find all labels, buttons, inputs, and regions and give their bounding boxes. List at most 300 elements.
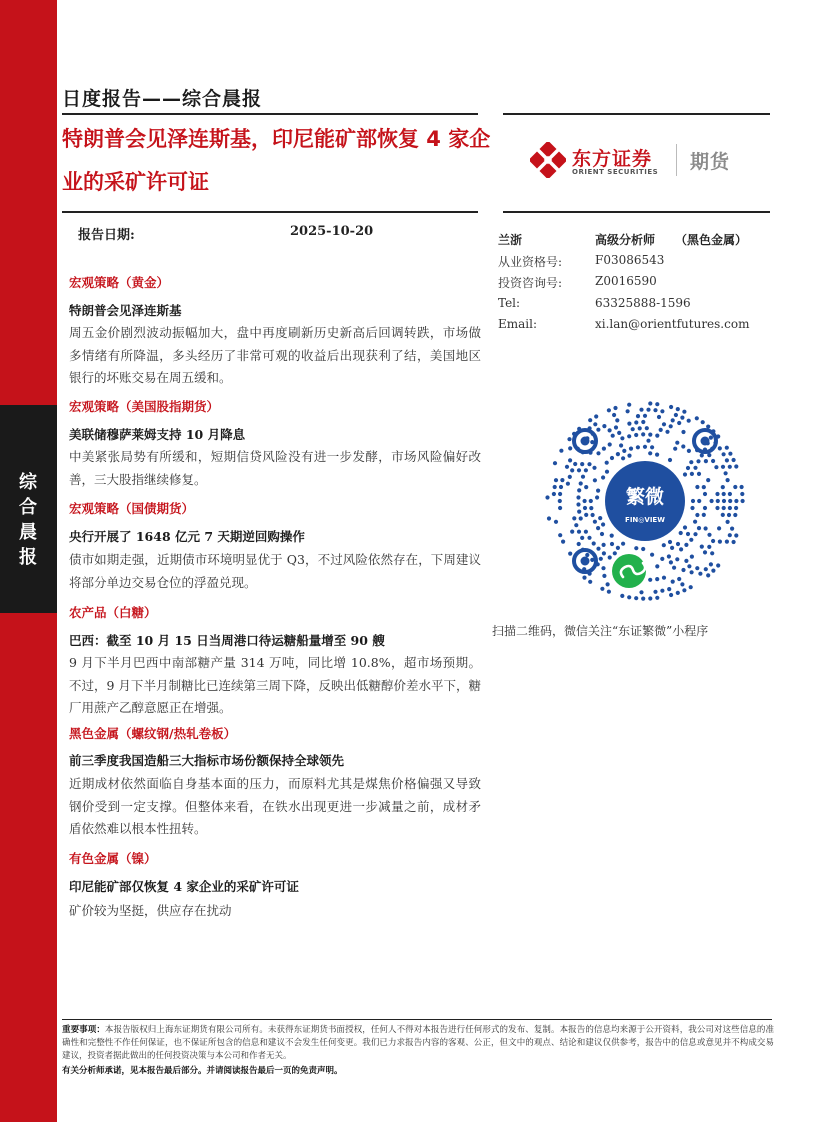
- qr-dot: [643, 414, 647, 418]
- qr-dot: [613, 406, 617, 410]
- logo-name-en: ORIENT SECURITIES: [572, 168, 659, 176]
- section-category: 宏观策略（黄金）: [69, 275, 170, 290]
- qr-dot: [641, 597, 645, 601]
- qr-dot: [653, 408, 657, 412]
- qr-dot: [601, 566, 605, 570]
- qr-dot: [740, 485, 744, 489]
- qr-dot: [700, 545, 704, 549]
- qr-dot: [655, 596, 659, 600]
- qr-dot: [568, 458, 572, 462]
- date-label: 报告日期:: [78, 228, 135, 243]
- logo-division: 期货: [690, 151, 731, 173]
- qr-dot: [709, 436, 713, 440]
- qr-dot: [697, 526, 701, 530]
- qr-dot: [733, 485, 737, 489]
- qr-dot: [718, 446, 722, 450]
- qr-dot: [659, 428, 663, 432]
- qr-dot: [660, 589, 664, 593]
- section-category: 宏观策略（国债期货）: [69, 501, 195, 516]
- qr-dot: [690, 506, 694, 510]
- qr-dot: [641, 547, 645, 551]
- qr-dot: [672, 566, 676, 570]
- logo-divider: [676, 144, 677, 176]
- analyst-row-value: Z0016590: [595, 274, 657, 288]
- section-headline: 美联储穆萨莱姆支持 10 月降息: [69, 427, 246, 442]
- qr-dot: [589, 506, 593, 510]
- qr-dot: [558, 506, 562, 510]
- qr-dot: [646, 408, 650, 412]
- qr-dot: [627, 403, 631, 407]
- qr-dot: [695, 416, 699, 420]
- wechat-mini-program-icon: [612, 554, 646, 588]
- qr-center-subtext: FIN◎VIEW: [625, 516, 665, 524]
- qr-dot: [598, 516, 602, 520]
- qr-dot: [593, 422, 597, 426]
- section-headline: 印尼能矿部仅恢复 4 家企业的采矿许可证: [69, 879, 299, 894]
- qr-dot: [553, 461, 557, 465]
- qr-dot: [691, 499, 695, 503]
- qr-dot: [591, 513, 595, 517]
- qr-dot: [732, 540, 736, 544]
- qr-dot: [561, 540, 565, 544]
- qr-dot: [648, 451, 652, 455]
- qr-dot: [593, 478, 597, 482]
- qr-dot: [657, 415, 661, 419]
- qr-dot: [567, 437, 571, 441]
- qr-dot: [721, 465, 725, 469]
- qr-dot: [606, 582, 610, 586]
- qr-dot: [703, 506, 707, 510]
- qr-dot: [716, 563, 720, 567]
- qr-finder-dot: [581, 437, 590, 446]
- qr-dot: [681, 444, 685, 448]
- qr-dot: [655, 564, 659, 568]
- qr-dot: [668, 458, 672, 462]
- qr-dot: [577, 542, 581, 546]
- disclaimer-label: 重要事项：: [62, 1025, 105, 1035]
- qr-dot: [693, 466, 697, 470]
- qr-dot: [643, 445, 647, 449]
- qr-dot: [627, 595, 631, 599]
- analyst-row-label: 从业资格号:: [498, 254, 563, 269]
- qr-dot: [681, 568, 685, 572]
- qr-dot: [629, 447, 633, 451]
- qr-dot: [690, 555, 694, 559]
- qr-dot: [580, 536, 584, 540]
- qr-dot: [602, 551, 606, 555]
- section-body: 近期成材依然面临自身基本面的压力，而原料尤其是煤焦价格偏强又导致钢价受到一定支撑。但整体来看，在铁水出现更进一步减量之前，成材矛盾依然难以根本性扭转。: [69, 776, 481, 836]
- qr-dot: [669, 560, 673, 564]
- qr-dot: [619, 443, 623, 447]
- qr-dot: [570, 468, 574, 472]
- qr-dot: [710, 551, 714, 555]
- document-type: 日度报告——综合晨报: [62, 88, 263, 110]
- qr-dot: [595, 495, 599, 499]
- qr-dot: [605, 461, 609, 465]
- qr-dot: [593, 520, 597, 524]
- qr-dot: [706, 573, 710, 577]
- qr-dot: [711, 539, 715, 543]
- analyst-info: [498, 231, 778, 339]
- qr-caption: 扫描二维码，微信关注“东证繁微”小程序: [492, 624, 709, 638]
- qr-dot: [616, 452, 620, 456]
- analyst-row: [498, 317, 778, 339]
- qr-dot: [602, 424, 606, 428]
- qr-dot: [684, 543, 688, 547]
- qr-dot: [583, 506, 587, 510]
- report-title: 特朗普会见泽连斯基，印尼能矿部恢复 4 家企业的采矿许可证: [62, 127, 491, 194]
- analyst-field: （黑色金属）: [675, 233, 748, 247]
- qr-dot: [620, 436, 624, 440]
- qr-dot: [648, 433, 652, 437]
- section-body: 9 月下半月巴西中南部糖产量 314 万吨，同比增 10.8%，超市场预期。不过，9 月下半月制糖比已连续第三周下降，反映出低糖醇价差水平下，糖厂用蔗产乙醇意愿正在增强。: [69, 655, 481, 715]
- qr-dot: [704, 526, 708, 530]
- qr-dot: [558, 492, 562, 496]
- qr-dot: [683, 472, 687, 476]
- qr-dot: [669, 593, 673, 597]
- qr-dot: [687, 564, 691, 568]
- wechat-qr-code[interactable]: [545, 401, 745, 611]
- qr-dot: [589, 499, 593, 503]
- qr-dot: [728, 499, 732, 503]
- section-body: 中美紧张局势有所缓和，短期信贷风险没有进一步发酵，市场风险偏好改善，三大股指继续修复。: [69, 449, 481, 487]
- qr-dot: [588, 580, 592, 584]
- qr-dot: [733, 513, 737, 517]
- qr-dot: [568, 446, 572, 450]
- qr-dot: [574, 523, 578, 527]
- qr-dot: [721, 485, 725, 489]
- qr-dot: [600, 532, 604, 536]
- qr-dot: [577, 468, 581, 472]
- qr-dot: [600, 587, 604, 591]
- qr-dot: [584, 530, 588, 534]
- analyst-row: [498, 274, 778, 296]
- qr-dot: [650, 445, 654, 449]
- qr-dot: [559, 485, 563, 489]
- qr-dot: [554, 478, 558, 482]
- qr-dot: [645, 426, 649, 430]
- qr-dot: [605, 470, 609, 474]
- qr-dot: [638, 426, 642, 430]
- section-category: 宏观策略（美国股指期货）: [69, 399, 220, 414]
- qr-dot: [584, 485, 588, 489]
- header-rule: [62, 113, 478, 115]
- qr-dot: [668, 540, 672, 544]
- qr-dot: [607, 408, 611, 412]
- qr-dot: [681, 430, 685, 434]
- qr-dot: [641, 420, 645, 424]
- qr-dot: [648, 596, 652, 600]
- analyst-row-label: 投资咨询号:: [498, 276, 563, 290]
- qr-dot: [596, 451, 600, 455]
- qr-dot: [693, 520, 697, 524]
- qr-dot: [655, 577, 659, 581]
- qr-dot: [577, 488, 581, 492]
- logo-name-cn: 东方证券: [572, 148, 653, 170]
- qr-dot: [695, 485, 699, 489]
- analyst-row-label: Email:: [498, 317, 538, 331]
- qr-dot: [714, 465, 718, 469]
- qr-dot: [662, 576, 666, 580]
- qr-dot: [634, 546, 638, 550]
- qr-dot: [679, 547, 683, 551]
- qr-dot: [676, 407, 680, 411]
- qr-dot: [636, 414, 640, 418]
- qr-dot: [579, 481, 583, 485]
- qr-dot: [690, 472, 694, 476]
- qr-dot: [724, 471, 728, 475]
- qr-dot: [689, 538, 693, 542]
- qr-dot: [667, 554, 671, 558]
- qr-dot: [602, 543, 606, 547]
- qr-dot: [734, 464, 738, 468]
- qr-dot: [648, 401, 652, 405]
- qr-dot: [596, 489, 600, 493]
- qr-dot: [704, 567, 708, 571]
- analyst-name: 兰浙: [498, 233, 523, 247]
- qr-dot: [675, 441, 679, 445]
- qr-dot: [588, 418, 592, 422]
- qr-dot: [596, 428, 600, 432]
- section-category: 黑色金属（螺纹钢/热轧卷板）: [69, 726, 237, 741]
- analyst-header: [498, 231, 778, 253]
- qr-dot: [610, 534, 614, 538]
- date-value: 2025-10-20: [290, 224, 374, 239]
- qr-dot: [674, 413, 678, 417]
- qr-dot: [577, 510, 581, 514]
- qr-dot: [639, 408, 643, 412]
- qr-dot: [730, 527, 734, 531]
- qr-dot: [592, 466, 596, 470]
- qr-dot: [725, 540, 729, 544]
- qr-dot: [718, 540, 722, 544]
- qr-dot: [576, 502, 580, 506]
- qr-dot: [734, 506, 738, 510]
- qr-dot: [626, 409, 630, 413]
- qr-dot: [660, 409, 664, 413]
- section-headline: 前三季度我国造船三大指标市场份额保持全球领先: [69, 753, 345, 768]
- qr-dot: [620, 594, 624, 598]
- qr-dot: [577, 530, 581, 534]
- qr-dot: [554, 520, 558, 524]
- analyst-email-link[interactable]: xi.lan@orientfutures.com: [595, 317, 750, 331]
- qr-dot: [612, 413, 616, 417]
- qr-dot: [592, 541, 596, 545]
- qr-dot: [696, 459, 700, 463]
- qr-dot: [684, 559, 688, 563]
- qr-dot: [689, 460, 693, 464]
- qr-dot: [568, 475, 572, 479]
- qr-dot: [707, 533, 711, 537]
- qr-dot: [702, 513, 706, 517]
- qr-dot: [680, 582, 684, 586]
- qr-dot: [673, 447, 677, 451]
- qr-dot: [579, 516, 583, 520]
- qr-dot: [660, 557, 664, 561]
- qr-dot: [671, 580, 675, 584]
- qr-dot: [596, 526, 600, 530]
- qr-dot: [728, 506, 732, 510]
- qr-dot: [732, 458, 736, 462]
- qr-dot: [682, 588, 686, 592]
- qr-dot: [617, 431, 621, 435]
- qr-dot: [585, 553, 589, 557]
- section-headline: 央行开展了 1648 亿元 7 天期逆回购操作: [69, 529, 305, 544]
- analyst-commitment-note: 有关分析师承诺，见本报告最后部分。并请阅读报告最后一页的免责声明。: [62, 1066, 343, 1076]
- qr-dot: [576, 495, 580, 499]
- qr-dot: [689, 585, 693, 589]
- qr-dot: [653, 590, 657, 594]
- qr-dot: [697, 499, 701, 503]
- qr-dot: [669, 424, 673, 428]
- qr-dot: [728, 452, 732, 456]
- qr-dot: [553, 485, 557, 489]
- qr-dot: [584, 468, 588, 472]
- qr-dot: [722, 499, 726, 503]
- qr-dot: [704, 459, 708, 463]
- qr-dot: [734, 533, 738, 537]
- qr-dot: [693, 532, 697, 536]
- qr-dot: [558, 499, 562, 503]
- qr-dot: [726, 478, 730, 482]
- qr-dot: [611, 434, 615, 438]
- qr-dot: [697, 472, 701, 476]
- qr-dot: [614, 425, 618, 429]
- qr-dot: [687, 449, 691, 453]
- qr-dot: [616, 546, 620, 550]
- qr-center-text: 繁微: [625, 486, 665, 508]
- qr-dot: [610, 456, 614, 460]
- qr-dot: [608, 428, 612, 432]
- qr-dot: [608, 555, 612, 559]
- qr-dot: [706, 425, 710, 429]
- qr-dot: [580, 462, 584, 466]
- qr-dot: [703, 492, 707, 496]
- qr-dot: [726, 520, 730, 524]
- qr-dot: [572, 516, 576, 520]
- qr-dot: [602, 574, 606, 578]
- qr-dot: [581, 475, 585, 479]
- qr-dot: [584, 513, 588, 517]
- qr-dot: [680, 416, 684, 420]
- qr-dot: [682, 410, 686, 414]
- qr-dot: [671, 418, 675, 422]
- header-rule-right: [503, 113, 770, 115]
- section-body: 矿价较为坚挺，供应存在扰动: [69, 903, 232, 918]
- qr-dot: [655, 453, 659, 457]
- qr-dot: [675, 557, 679, 561]
- qr-dot: [582, 576, 586, 580]
- qr-dot: [676, 542, 680, 546]
- qr-dot: [627, 454, 631, 458]
- qr-dot: [650, 553, 654, 557]
- qr-dot: [627, 434, 631, 438]
- qr-dot: [622, 449, 626, 453]
- qr-dot: [566, 482, 570, 486]
- qr-dot: [608, 442, 612, 446]
- qr-dot: [690, 570, 694, 574]
- qr-dot: [621, 456, 625, 460]
- qr-dot: [711, 569, 715, 573]
- qr-dot: [728, 492, 732, 496]
- qr-dot: [686, 532, 690, 536]
- qr-dot: [725, 458, 729, 462]
- qr-dot: [636, 445, 640, 449]
- analyst-row: [498, 253, 778, 275]
- qr-dot: [683, 525, 687, 529]
- analyst-title: 高级分析师: [595, 233, 656, 247]
- qr-dot: [547, 516, 551, 520]
- qr-dot: [545, 495, 549, 499]
- qr-dot: [646, 439, 650, 443]
- qr-dot: [670, 546, 674, 550]
- qr-dot: [558, 533, 562, 537]
- qr-dot: [722, 506, 726, 510]
- qr-dot: [596, 547, 600, 551]
- qr-dot: [634, 433, 638, 437]
- qr-dot: [695, 513, 699, 517]
- qr-dot: [655, 402, 659, 406]
- section-headline: 特朗普会见泽连斯基: [69, 303, 182, 318]
- qr-finder-dot: [701, 437, 710, 446]
- qr-dot: [725, 446, 729, 450]
- qr-dot: [715, 492, 719, 496]
- qr-dot: [727, 513, 731, 517]
- qr-dot: [698, 572, 702, 576]
- qr-dot: [641, 432, 645, 436]
- qr-dot: [706, 478, 710, 482]
- section-category: 有色金属（镍）: [69, 851, 157, 866]
- qr-dot: [587, 462, 591, 466]
- qr-dot: [621, 542, 625, 546]
- qr-dot: [587, 536, 591, 540]
- qr-dot: [560, 478, 564, 482]
- qr-dot: [655, 434, 659, 438]
- qr-dot: [631, 427, 635, 431]
- qr-dot: [709, 562, 713, 566]
- qr-dot: [662, 543, 666, 547]
- qr-dot: [634, 420, 638, 424]
- qr-dot: [669, 405, 673, 409]
- disclaimer-text: 本报告版权归上海东证期货有限公司所有。未获得东证期货书面授权，任何人不得对本报告进行任何形式的发布、复制。本报告的信息均来源于公开资料，我公司对这些信息的准确性和完整性不作任何保证，也不保证所包含的信息和建议不会发生任何变更。我们已力求报告内容的客观、公正，但文中的观点、结论和建议仅供参考，报告中的信息或意见并不构成交易建议，投资者据此做出的任何投资决策与本公司和作者无关。: [62, 1025, 774, 1061]
- qr-dot: [711, 459, 715, 463]
- qr-dot: [677, 577, 681, 581]
- qr-dot: [721, 513, 725, 517]
- qr-dot: [552, 492, 556, 496]
- orient-logo-icon: [530, 142, 566, 178]
- title-rule-right: [503, 211, 770, 213]
- qr-dot: [559, 449, 563, 453]
- disclaimer: [62, 1024, 774, 1063]
- qr-dot: [701, 420, 705, 424]
- qr-finder-dot: [581, 557, 590, 566]
- qr-dot: [613, 551, 617, 555]
- qr-dot: [565, 465, 569, 469]
- qr-dot: [599, 557, 603, 561]
- qr-dot: [710, 499, 714, 503]
- analyst-row-label: Tel:: [498, 295, 521, 310]
- title-rule: [62, 211, 478, 213]
- qr-dot: [676, 591, 680, 595]
- qr-dot: [601, 522, 605, 526]
- qr-dot: [568, 552, 572, 556]
- qr-dot: [703, 550, 707, 554]
- qr-dot: [594, 414, 598, 418]
- side-tab-label: 综 合 晨 报: [19, 472, 38, 568]
- qr-dot: [679, 531, 683, 535]
- qr-dot: [717, 526, 721, 530]
- qr-dot: [667, 587, 671, 591]
